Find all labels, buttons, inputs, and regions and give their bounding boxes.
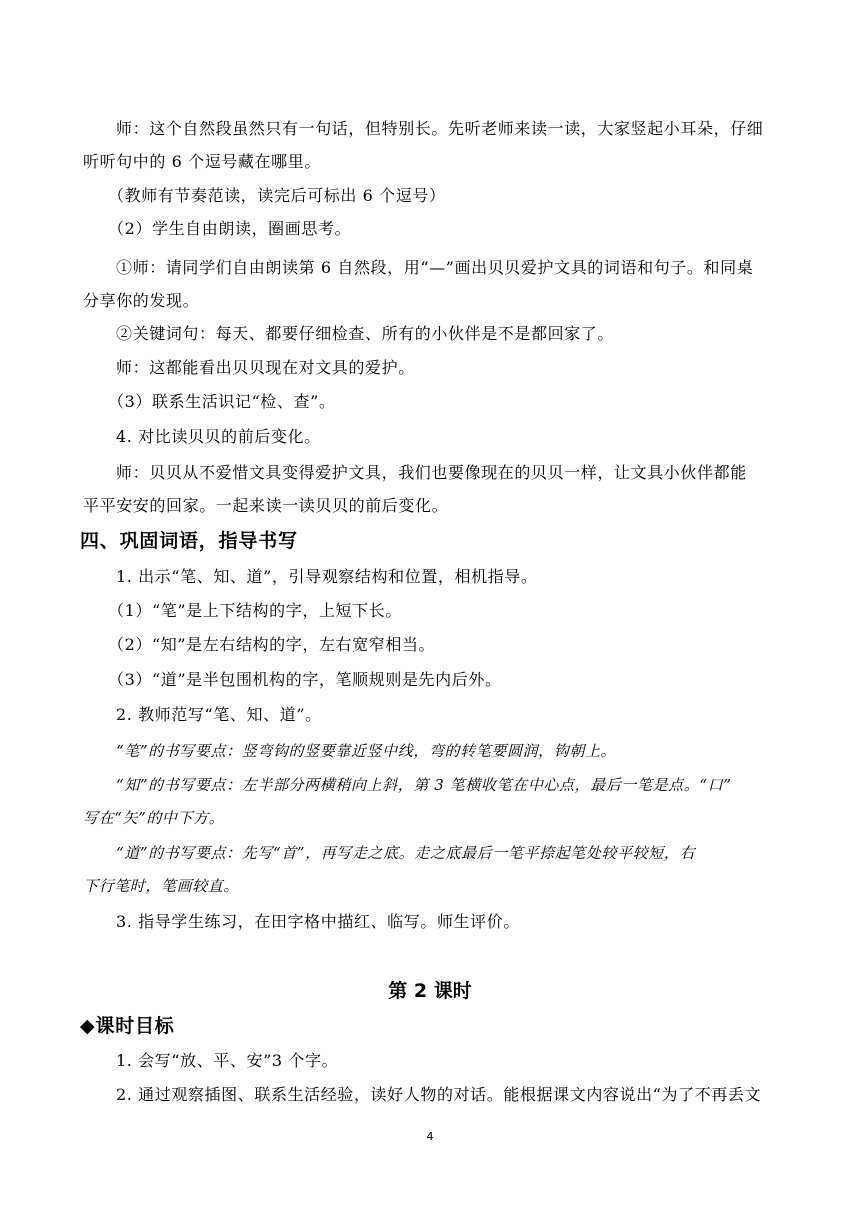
paragraph-line: 写在“矢”的中下方。 [83, 809, 225, 827]
paragraph-line: （2）学生自由朗读，圈画思考。 [108, 219, 352, 238]
paragraph-line: （3）联系生活识记“检、查”。 [108, 392, 336, 411]
paragraph-line: 2. 通过观察插图、联系生活经验，读好人物的对话。能根据课文内容说出“为了不再丢文 [116, 1085, 762, 1104]
paragraph-line: 分享你的发现。 [83, 291, 200, 310]
paragraph-line: “笔”的书写要点：竖弯钩的竖要靠近竖中线，弯的转笔要圆润，钩朝上。 [116, 742, 617, 760]
paragraph-line: （1）“笔”是上下结构的字，上短下长。 [108, 601, 402, 620]
paragraph-line: ②关键词句：每天、都要仔细检查、所有的小伙伴是不是都回家了。 [116, 324, 615, 343]
paragraph-line: ①师：请同学们自由朗读第 6 自然段，用“—”画出贝贝爱护文具的词语和句子。和同桌 [116, 258, 754, 277]
paragraph-line: 师：这都能看出贝贝现在对文具的爱护。 [116, 358, 415, 377]
lesson-title: 第 2 课时 [388, 980, 472, 1002]
paragraph-line: （3）“道”是半包围机构的字，笔顺规则是先内后外。 [108, 670, 502, 689]
paragraph-line: 平平安安的回家。一起来读一读贝贝的前后变化。 [83, 496, 449, 515]
paragraph-line: 3. 指导学生练习，在田字格中描红、临写。师生评价。 [116, 912, 520, 931]
section-heading: 四、巩固词语，指导书写 [80, 530, 298, 552]
paragraph-line: “知”的书写要点：左半部分两横稍向上斜，第 3 笔横收笔在中心点，最后一笔是点。“口” [116, 776, 732, 794]
paragraph-line: 听听句中的 6 个逗号藏在哪里。 [83, 152, 321, 171]
paragraph-line: 4. 对比读贝贝的前后变化。 [116, 427, 321, 446]
paragraph-line: 2. 教师范写“笔、知、道”。 [116, 705, 322, 724]
paragraph-line: 1. 会写“放、平、安”3 个字。 [116, 1051, 339, 1070]
paragraph-line: （教师有节奏范读，读完后可标出 6 个逗号） [108, 186, 446, 205]
section-heading: ◆课时目标 [80, 1015, 175, 1037]
paragraph-line: 1. 出示“笔、知、道”，引导观察结构和位置，相机指导。 [116, 567, 538, 586]
paragraph-line: “道”的书写要点：先写“首”，再写走之底。走之底最后一笔平捺起笔处较平较短，右 [116, 844, 696, 862]
page-number: 4 [426, 1130, 434, 1143]
paragraph-line: （2）“知”是左右结构的字，左右宽窄相当。 [108, 635, 436, 654]
paragraph-line: 师：贝贝从不爱惜文具变得爱护文具，我们也要像现在的贝贝一样，让文具小伙伴都能 [116, 463, 747, 482]
paragraph-line: 师：这个自然段虽然只有一句话，但特别长。先听老师来读一读，大家竖起小耳朵，仔细 [116, 119, 764, 138]
paragraph-line: 下行笔时，笔画较直。 [83, 877, 240, 895]
